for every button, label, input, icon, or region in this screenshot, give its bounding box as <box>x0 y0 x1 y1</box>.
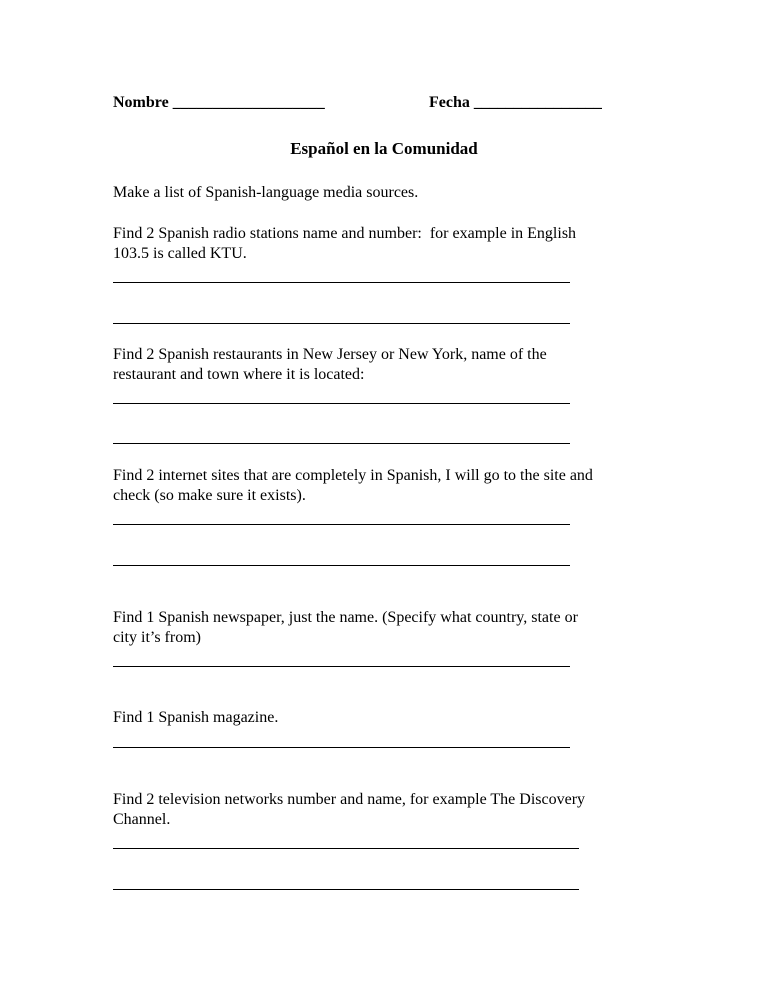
television-question-line-2: Channel. <box>113 811 171 828</box>
television-answer-line-1[interactable] <box>113 848 579 849</box>
television-answer-line-2[interactable] <box>113 889 579 890</box>
name-field-label: Nombre ___________________ <box>113 94 325 111</box>
magazine-answer-line[interactable] <box>113 747 570 748</box>
restaurant-answer-line-1[interactable] <box>113 403 570 404</box>
restaurant-question-line-1: Find 2 Spanish restaurants in New Jersey or New York, name of the <box>113 346 547 363</box>
page-title: Español en la Comunidad <box>290 139 478 158</box>
restaurant-question-line-2: restaurant and town where it is located: <box>113 366 365 383</box>
newspaper-question-line-2: city it’s from) <box>113 629 201 646</box>
website-answer-line-2[interactable] <box>113 565 570 566</box>
radio-question-line-2: 103.5 is called KTU. <box>113 245 247 262</box>
website-answer-line-1[interactable] <box>113 524 570 525</box>
website-question-line-1: Find 2 internet sites that are completely in Spanish, I will go to the site and <box>113 467 593 484</box>
newspaper-answer-line[interactable] <box>113 666 570 667</box>
radio-answer-line-1[interactable] <box>113 282 570 283</box>
website-question-line-2: check (so make sure it exists). <box>113 487 306 504</box>
radio-question-line-1: Find 2 Spanish radio stations name and number: for example in English <box>113 225 577 242</box>
restaurant-answer-line-2[interactable] <box>113 443 570 444</box>
magazine-question-line: Find 1 Spanish magazine. <box>113 709 279 726</box>
newspaper-question-line-1: Find 1 Spanish newspaper, just the name. (Specify what country, state or <box>113 609 578 626</box>
television-question-line-1: Find 2 television networks number and name, for example The Discovery <box>113 791 586 808</box>
date-field-label: Fecha ________________ <box>429 94 602 111</box>
radio-answer-line-2[interactable] <box>113 323 570 324</box>
intro-text: Make a list of Spanish-language media sources. <box>113 184 419 201</box>
